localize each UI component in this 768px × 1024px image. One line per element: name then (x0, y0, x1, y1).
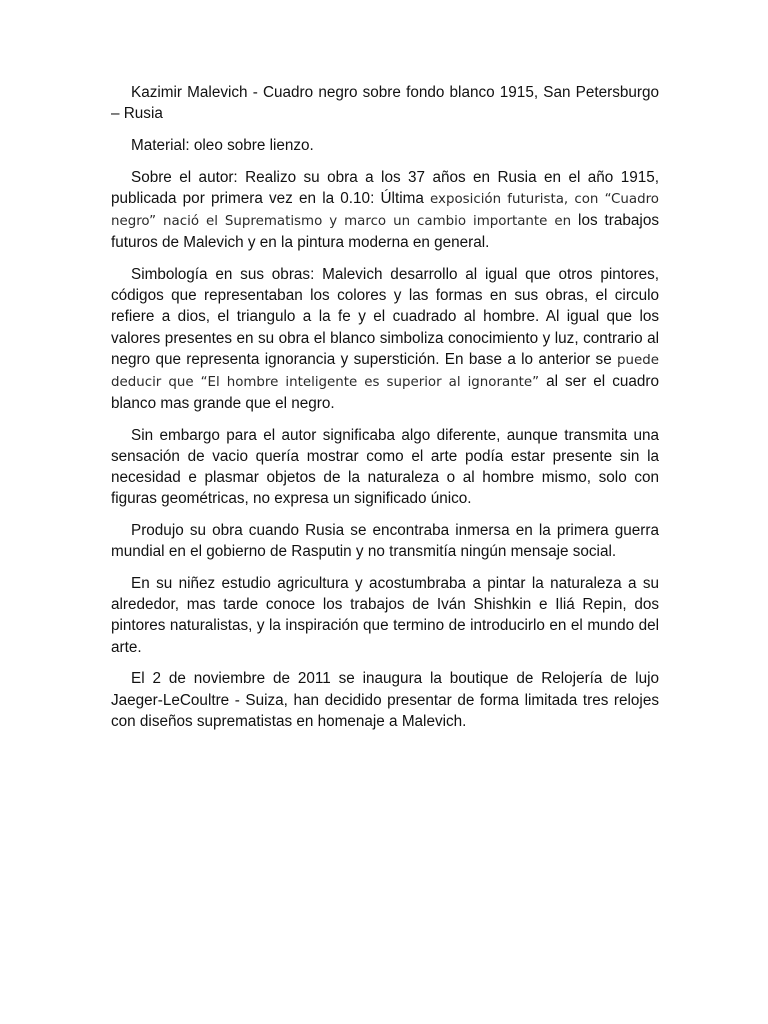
paragraph-text: Sobre el autor: Realizo su obra a los 37 años en Rusia en el año 1915, publicada por primera vez en la 0.10: Última (111, 168, 659, 207)
paragraph-childhood: En su niñez estudio agricultura y acostumbraba a pintar la naturaleza a su alrededor, mas tarde conoce los trabajos de Iván Shishkin e Iliá Repin, dos pintores naturalistas, y la inspiración que termino de introducirlo en el mundo del arte. (111, 575, 659, 656)
document-body (111, 82, 659, 742)
paragraph-text: al ser el cuadro blanco mas grande que el negro. (111, 372, 659, 413)
paragraph-homage: El 2 de noviembre de 2011 se inaugura la boutique de Relojería de lujo Jaeger-LeCoultre - Suiza, han decidido presentar de forma limitada tres relojes con diseños suprematistas en homenaje a Malevich. (111, 670, 659, 730)
paragraph-material: Material: oleo sobre lienzo. (131, 136, 314, 154)
paragraph-symbology (111, 264, 659, 414)
paragraph-text: Simbología en sus obras: Malevich desarrollo al igual que otros pintores, códigos que representaban los colores y las formas en sus obras, el circulo refiere a dios, el triangulo a la fe y el cuadrado al hombre. Al igual que los valores presentes en su obra el blanco simboliza conocimiento y luz, contrario al negro que representa ignorancia y superstición. En base a lo anterior se (111, 265, 659, 368)
paragraph-context: Produjo su obra cuando Rusia se encontraba inmersa en la primera guerra mundial en el gobierno de Rasputin y no transmitía ningún mensaje social. (111, 522, 659, 561)
paragraph-meaning: Sin embargo para el autor significaba algo diferente, aunque transmita una sensación de vacio quería mostrar como el arte podía estar presente sin la necesidad e plasmar objetos de la naturaleza o al hombre mismo, solo con figuras geométricas, no expresa un significado único. (111, 426, 659, 508)
paragraph-text-alt-font: exposición futurista, con “Cuadro negro” nació el Suprematismo y marco un cambio importante en (111, 191, 659, 230)
paragraph-title: Kazimir Malevich - Cuadro negro sobre fondo blanco 1915, San Petersburgo – Rusia (111, 84, 659, 123)
paragraph-text: los trabajos futuros de Malevich y en la pintura moderna en general. (111, 212, 659, 252)
paragraph-about-author (111, 167, 659, 254)
paragraph-text-alt-font: puede deducir que “El hombre inteligente es superior al ignorante” (111, 352, 659, 390)
